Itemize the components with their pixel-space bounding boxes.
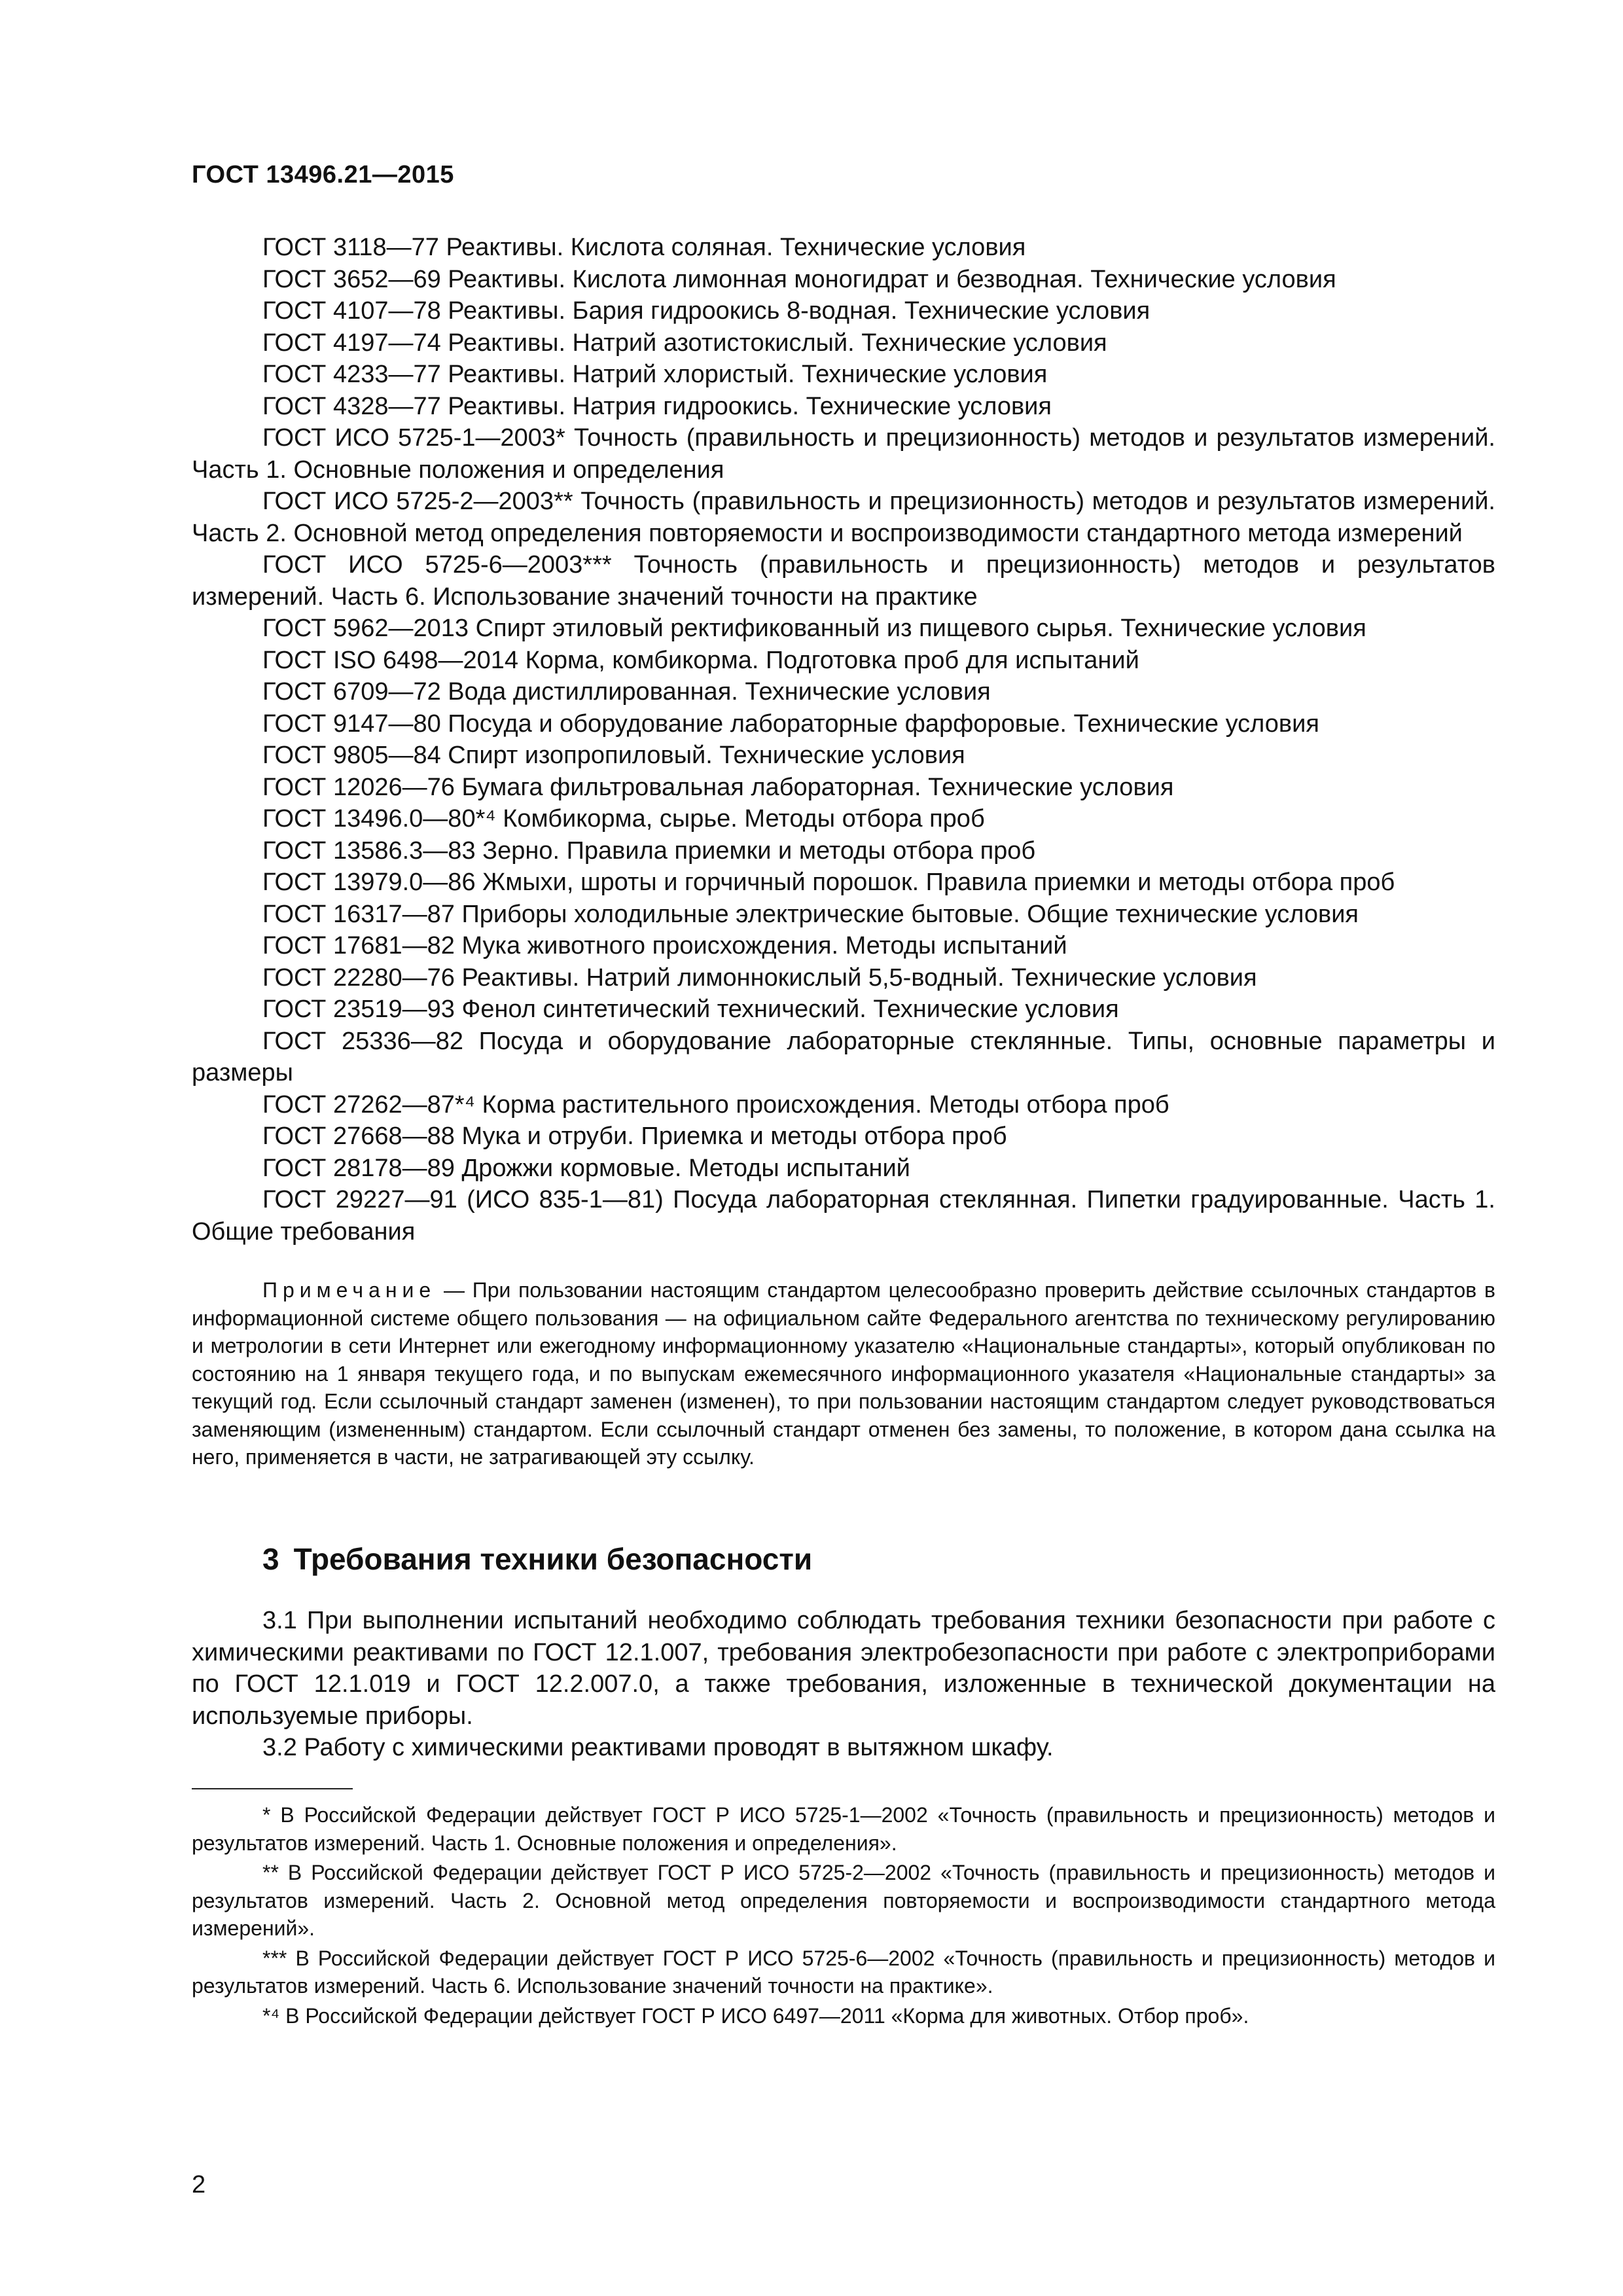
footnote-marker: * (262, 1803, 271, 1827)
footnote-marker: ** (262, 1861, 279, 1884)
reference-item: ГОСТ 25336—82 Посуда и оборудование лабораторные стеклянные. Типы, основные параметры и размеры (192, 1027, 1495, 1086)
reference-item: ГОСТ 4197—74 Реактивы. Натрий азотистокислый. Технические условия (262, 329, 1107, 357)
section-number: 3 (262, 1542, 279, 1576)
footnotes (192, 1801, 1495, 2032)
note-block (192, 1276, 1495, 1471)
footnote-item (192, 1859, 1495, 1943)
reference-item: ГОСТ 9147—80 Посуда и оборудование лабораторные фарфоровые. Технические условия (262, 709, 1319, 738)
reference-item: ГОСТ ИСО 5725-6—2003*** Точность (правильность и прецизионность) методов и результатов измерений. Часть 6. Использование значений точности на практике (192, 551, 1495, 611)
reference-item: ГОСТ ИСО 5725-1—2003* Точность (правильность и прецизионность) методов и результатов измерений. Часть 1. Основные положения и определения (192, 424, 1495, 484)
reference-item: ГОСТ 27668—88 Мука и отруби. Приемка и методы отбора проб (262, 1122, 1007, 1150)
reference-item: ГОСТ 4107—78 Реактивы. Бария гидроокись 8-водная. Технические условия (262, 297, 1150, 325)
footnote-marker: *** (262, 1946, 287, 1970)
note-paragraph (192, 1276, 1495, 1471)
page-number: 2 (192, 2171, 206, 2198)
footnote-text: В Российской Федерации действует ГОСТ Р ИСО 5725-1—2002 «Точность (правильность и прецизионность) методов и результатов измерений. Часть 1. Основные положения и определения». (192, 1803, 1495, 1855)
reference-item: ГОСТ 4328—77 Реактивы. Натрия гидроокись. Технические условия (262, 392, 1052, 420)
reference-item: ГОСТ ИСО 5725-2—2003** Точность (правильность и прецизионность) методов и результатов измерений. Часть 2. Основной метод определения повторяемости и воспроизводимости стандартного метода измерений (192, 488, 1495, 547)
reference-item: ГОСТ 22280—76 Реактивы. Натрий лимоннокислый 5,5-водный. Технические условия (262, 963, 1257, 992)
reference-item: ГОСТ 3118—77 Реактивы. Кислота соляная. Технические условия (262, 234, 1026, 261)
normative-references-list (192, 232, 1495, 1247)
reference-item: ГОСТ 17681—82 Мука животного происхождения. Методы испытаний (262, 932, 1067, 960)
reference-item: ГОСТ 4233—77 Реактивы. Натрий хлористый. Технические условия (262, 361, 1048, 388)
reference-item: ГОСТ 13496.0—80*⁴ Комбикорма, сырье. Методы отбора проб (262, 805, 985, 833)
note-lead: Примечание (262, 1278, 437, 1302)
reference-item: ГОСТ ISO 6498—2014 Корма, комбикорма. Подготовка проб для испытаний (262, 646, 1139, 674)
reference-item: ГОСТ 27262—87*⁴ Корма растительного происхождения. Методы отбора проб (262, 1090, 1169, 1119)
reference-item: ГОСТ 3652—69 Реактивы. Кислота лимонная моногидрат и безводная. Технические условия (262, 265, 1336, 293)
footnote-separator (192, 1788, 353, 1789)
reference-item: ГОСТ 29227—91 (ИСО 835-1—81) Посуда лабораторная стеклянная. Пипетки градуированные. Часть 1. Общие требования (192, 1186, 1495, 1246)
footnote-text: В Российской Федерации действует ГОСТ Р ИСО 6497—2011 «Корма для животных. Отбор проб». (279, 2003, 1249, 2028)
reference-item: ГОСТ 5962—2013 Спирт этиловый ректификованный из пищевого сырья. Технические условия (262, 615, 1366, 642)
reference-item: ГОСТ 23519—93 Фенол синтетический технический. Технические условия (262, 996, 1119, 1023)
clause-3-1: 3.1 При выполнении испытаний необходимо соблюдать требования техники безопасности при работе с химическими реактивами по ГОСТ 12.1.007, требования электробезопасности при работе с электроприборами по ГОСТ 12.1.019 и ГОСТ 12.2.007.0, а также требования, изложенные в технической документации на используемые приборы. (192, 1607, 1495, 1730)
section-clauses (192, 1605, 1495, 1764)
section-heading (262, 1541, 812, 1577)
reference-item: ГОСТ 16317—87 Приборы холодильные электрические бытовые. Общие технические условия (262, 900, 1359, 928)
reference-item: ГОСТ 6709—72 Вода дистиллированная. Технические условия (262, 678, 991, 706)
reference-item: ГОСТ 13586.3—83 Зерно. Правила приемки и методы отбора проб (262, 836, 1036, 865)
reference-item: ГОСТ 13979.0—86 Жмыхи, шроты и горчичный порошок. Правила приемки и методы отбора проб (262, 869, 1395, 896)
footnote-item (192, 1945, 1495, 2000)
note-text: — При пользовании настоящим стандартом целесообразно проверить действие ссылочных стандартов в информационной системе общего пользования — на официальном сайте Федерального агентства по техническому регулированию и метрологии в сети Интернет или ежегодному информационному указателю «Национальные стандарты», который опубликован по состоянию на 1 января текущего года, и по выпускам ежемесячного информационного указателя «Национальные стандарты» за текущий год. Если ссылочный стандарт заменен (изменен), то при пользовании настоящим стандартом следует руководствоваться заменяющим (измененным) стандартом. Если ссылочный стандарт отменен без замены, то положение, в котором дана ссылка на него, применяется в части, не затрагивающей эту ссылку. (192, 1278, 1495, 1469)
footnote-text: В Российской Федерации действует ГОСТ Р ИСО 5725-2—2002 «Точность (правильность и прецизионность) методов и результатов измерений. Часть 2. Основной метод определения повторяемости и воспроизводимости стандартного метода измерений». (192, 1861, 1495, 1940)
section-title-text: Требования техники безопасности (293, 1542, 813, 1576)
reference-item: ГОСТ 28178—89 Дрожжи кормовые. Методы испытаний (262, 1154, 910, 1182)
clause-3-2: 3.2 Работу с химическими реактивами проводят в вытяжном шкафу. (262, 1734, 1054, 1761)
reference-item: ГОСТ 12026—76 Бумага фильтровальная лабораторная. Технические условия (262, 773, 1174, 801)
footnote-item (192, 1801, 1495, 1857)
footnote-text: В Российской Федерации действует ГОСТ Р ИСО 5725-6—2002 «Точность (правильность и прецизионность) методов и результатов измерений. Часть 6. Использование значений точности на практике». (192, 1946, 1495, 1998)
footnote-marker: *⁴ (262, 2003, 280, 2028)
document-header: ГОСТ 13496.21—2015 (192, 161, 454, 188)
reference-item: ГОСТ 9805—84 Спирт изопропиловый. Технические условия (262, 742, 965, 769)
footnote-item (192, 2002, 1495, 2030)
